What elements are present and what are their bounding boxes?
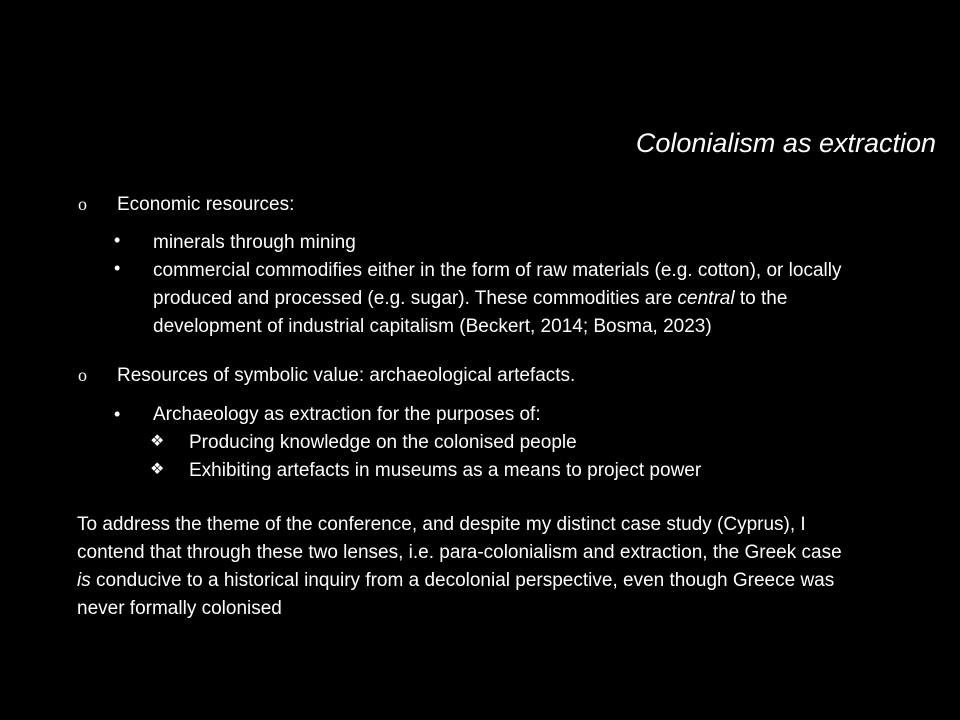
slide-title: Colonialism as extraction	[635, 128, 936, 158]
conclusion-line-3	[77, 567, 834, 594]
subitem-1-marker: ❖	[150, 433, 165, 450]
bullet-2-marker: •	[114, 258, 121, 278]
bullet-2-line-2-end: to the	[734, 288, 788, 309]
bullet-2-emphasis: central	[677, 288, 735, 309]
bullet-2-line-1: commercial commodifies either in the form of raw materials (e.g. cotton), or locally	[153, 260, 842, 281]
subitem-1-text: Producing knowledge on the colonised people	[189, 432, 577, 453]
bullet-1-text: minerals through mining	[153, 232, 356, 253]
conclusion-line-1: To address the theme of the conference, and despite my distinct case study (Cyprus), I	[77, 514, 806, 535]
conclusion-line-4: never formally colonised	[77, 598, 282, 619]
section-1-heading: Economic resources:	[117, 194, 295, 215]
bullet-2-line-2	[153, 285, 787, 312]
section-1-marker: o	[78, 194, 87, 214]
conclusion-emphasis: is	[77, 570, 91, 591]
bullet-1-marker: •	[114, 230, 121, 250]
bullet-3-text: Archaeology as extraction for the purposes of:	[153, 404, 541, 425]
bullet-2-line-2-start: produced and processed (e.g. sugar). These commodities are	[153, 288, 678, 309]
subitem-2-marker: ❖	[150, 461, 165, 478]
section-2-heading: Resources of symbolic value: archaeological artefacts.	[117, 365, 576, 386]
bullet-3-marker: •	[114, 404, 121, 424]
conclusion-line-2: contend that through these two lenses, i.e. para-colonialism and extraction, the Greek case	[77, 542, 842, 563]
subitem-2-text: Exhibiting artefacts in museums as a means to project power	[189, 460, 702, 481]
section-2-marker: o	[78, 365, 87, 385]
conclusion-line-3-rest: conducive to a historical inquiry from a decolonial perspective, even though Greece was	[90, 570, 835, 591]
bullet-2-line-3: development of industrial capitalism (Beckert, 2014; Bosma, 2023)	[153, 316, 712, 337]
